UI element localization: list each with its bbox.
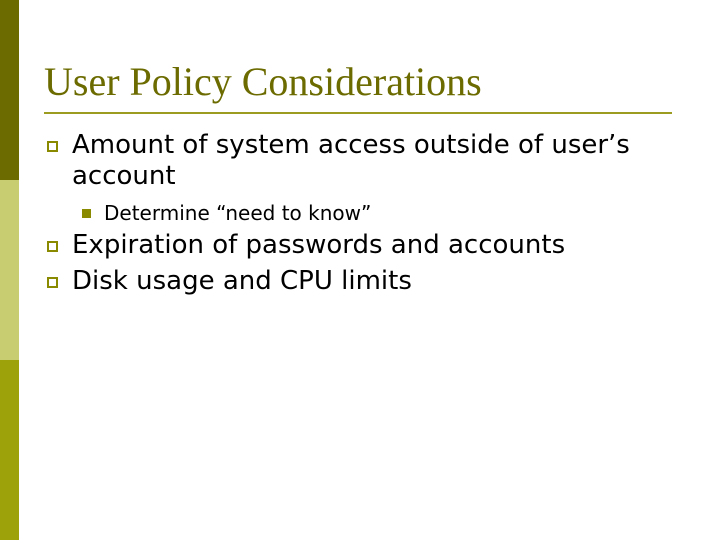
bullet-item <box>44 230 684 261</box>
hollow-square-bullet-icon <box>47 277 58 288</box>
bullet-text: Expiration of passwords and accounts <box>72 230 566 260</box>
hollow-square-bullet-icon <box>47 241 58 252</box>
sub-bullet-item <box>44 200 684 226</box>
slide-title: User Policy Considerations <box>44 59 482 104</box>
hollow-square-bullet-icon <box>47 141 58 152</box>
title-underline <box>44 112 672 114</box>
bullet-text: Disk usage and CPU limits <box>72 266 412 296</box>
bullet-list <box>44 130 684 297</box>
left-bar-bottom <box>0 360 19 540</box>
left-bar-middle <box>0 180 19 360</box>
sub-bullet-text: Determine “need to know” <box>104 201 372 225</box>
left-bar-top <box>0 0 19 180</box>
filled-square-bullet-icon <box>82 209 91 218</box>
bullet-item <box>44 266 684 297</box>
bullet-item <box>44 130 684 192</box>
bullet-text: Amount of system access outside of user’s account <box>72 130 630 191</box>
